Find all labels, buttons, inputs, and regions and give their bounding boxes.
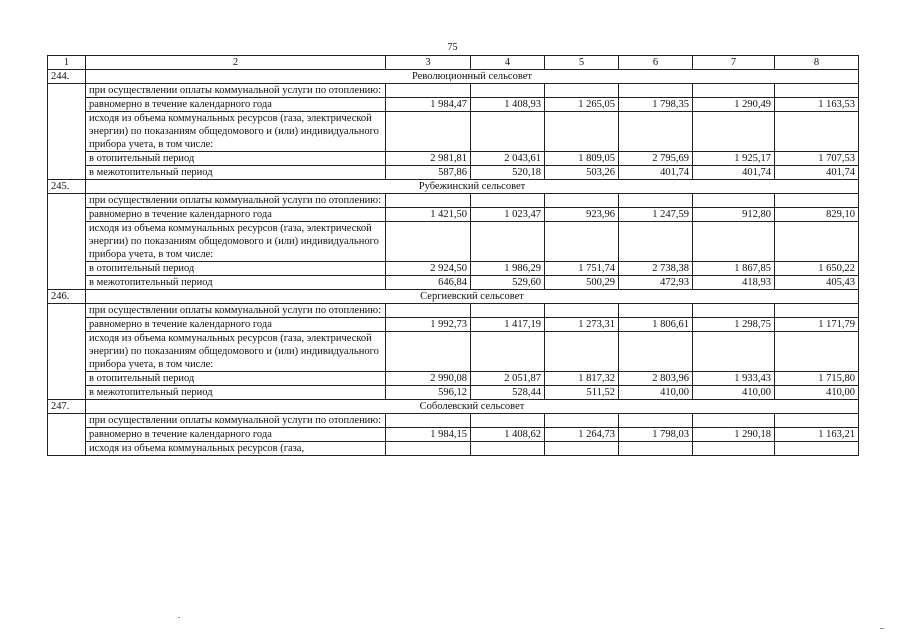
empty-cell [386, 442, 471, 456]
empty-cell [775, 442, 859, 456]
value-cell: 1 273,31 [545, 318, 619, 332]
column-header: 2 [86, 56, 386, 70]
column-header: 5 [545, 56, 619, 70]
empty-cell [619, 332, 693, 372]
heating-intro-row [48, 414, 859, 428]
section-title-row [48, 180, 859, 194]
value-cell: 410,00 [619, 386, 693, 400]
empty-cell [693, 442, 775, 456]
value-cell: 1 298,75 [693, 318, 775, 332]
empty-cell [386, 304, 471, 318]
interheating-period-label: в межотопительный период [86, 386, 386, 400]
empty-cell [545, 222, 619, 262]
empty-cell [619, 194, 693, 208]
section-title-row [48, 70, 859, 84]
empty-cell [775, 332, 859, 372]
uniform-payment-row [48, 208, 859, 222]
resource-volume-row [48, 112, 859, 152]
settlement-name: Рубежинский сельсовет [86, 180, 859, 194]
value-cell: 500,29 [545, 276, 619, 290]
value-cell: 1 817,32 [545, 372, 619, 386]
empty-cell [471, 442, 545, 456]
value-cell: 503,26 [545, 166, 619, 180]
value-cell: 1 867,85 [693, 262, 775, 276]
column-header: 1 [48, 56, 86, 70]
value-cell: 1 806,61 [619, 318, 693, 332]
empty-cell [386, 414, 471, 428]
value-cell: 912,80 [693, 208, 775, 222]
interheating-period-row [48, 386, 859, 400]
tariff-table [47, 55, 859, 456]
value-cell: 2 990,08 [386, 372, 471, 386]
empty-cell [619, 112, 693, 152]
resource-volume-text: исходя из объема коммунальных ресурсов (газа, электрической энергии) по показаниям общедомового и (или) индивидуального прибора учета, в том числе: [86, 332, 386, 372]
empty-cell [471, 222, 545, 262]
heating-period-row [48, 262, 859, 276]
empty-cell [545, 194, 619, 208]
uniform-payment-row [48, 98, 859, 112]
empty-cell [386, 332, 471, 372]
value-cell: 511,52 [545, 386, 619, 400]
value-cell: 1 986,29 [471, 262, 545, 276]
resource-volume-row [48, 222, 859, 262]
value-cell: 1 290,18 [693, 428, 775, 442]
value-cell: 1 421,50 [386, 208, 471, 222]
heating-period-label: в отопительный период [86, 152, 386, 166]
empty-cell [775, 112, 859, 152]
empty-cell [48, 194, 86, 290]
empty-cell [619, 222, 693, 262]
empty-cell [386, 84, 471, 98]
page-number: 75 [447, 42, 458, 53]
value-cell: 1 751,74 [545, 262, 619, 276]
empty-cell [48, 84, 86, 180]
value-cell: 829,10 [775, 208, 859, 222]
empty-cell [471, 304, 545, 318]
value-cell: 923,96 [545, 208, 619, 222]
heating-intro-row [48, 304, 859, 318]
heating-period-row [48, 152, 859, 166]
empty-cell [693, 304, 775, 318]
heating-period-label: в отопительный период [86, 372, 386, 386]
empty-cell [471, 414, 545, 428]
interheating-period-row [48, 276, 859, 290]
value-cell: 1 408,93 [471, 98, 545, 112]
uniform-label: равномерно в течение календарного года [86, 98, 386, 112]
value-cell: 1 715,80 [775, 372, 859, 386]
value-cell: 596,12 [386, 386, 471, 400]
heating-intro-text: при осуществлении оплаты коммунальной услуги по отоплению: [86, 304, 386, 318]
empty-cell [386, 112, 471, 152]
value-cell: 2 738,38 [619, 262, 693, 276]
value-cell: 528,44 [471, 386, 545, 400]
section-number: 245. [48, 180, 86, 194]
heating-intro-text: при осуществлении оплаты коммунальной услуги по отоплению: [86, 414, 386, 428]
value-cell: 1 798,35 [619, 98, 693, 112]
column-header: 7 [693, 56, 775, 70]
value-cell: 1 984,47 [386, 98, 471, 112]
value-cell: 1 264,73 [545, 428, 619, 442]
interheating-period-label: в межотопительный период [86, 166, 386, 180]
empty-cell [775, 84, 859, 98]
heating-intro-row [48, 84, 859, 98]
value-cell: 529,60 [471, 276, 545, 290]
empty-cell [619, 304, 693, 318]
heating-intro-row [48, 194, 859, 208]
empty-cell [471, 194, 545, 208]
section-title-row [48, 400, 859, 414]
resource-volume-text: исходя из объема коммунальных ресурсов (газа, электрической энергии) по показаниям общедомового и (или) индивидуального прибора учета, в том числе: [86, 112, 386, 152]
value-cell: 1 707,53 [775, 152, 859, 166]
value-cell: 405,43 [775, 276, 859, 290]
value-cell: 1 984,15 [386, 428, 471, 442]
uniform-payment-row [48, 428, 859, 442]
settlement-name: Сергиевский сельсовет [86, 290, 859, 304]
value-cell: 2 803,96 [619, 372, 693, 386]
value-cell: 1 925,17 [693, 152, 775, 166]
value-cell: 2 043,61 [471, 152, 545, 166]
resource-volume-text: исходя из объема коммунальных ресурсов (газа, [86, 442, 386, 456]
column-header: 8 [775, 56, 859, 70]
empty-cell [545, 112, 619, 152]
value-cell: 1 933,43 [693, 372, 775, 386]
empty-cell [48, 414, 86, 456]
empty-cell [693, 222, 775, 262]
empty-cell [775, 222, 859, 262]
empty-cell [386, 194, 471, 208]
value-cell: 1 798,03 [619, 428, 693, 442]
uniform-label: равномерно в течение календарного года [86, 428, 386, 442]
empty-cell [545, 84, 619, 98]
value-cell: 1 163,21 [775, 428, 859, 442]
value-cell: 1 171,79 [775, 318, 859, 332]
empty-cell [693, 332, 775, 372]
value-cell: 410,00 [693, 386, 775, 400]
section-number: 247. [48, 400, 86, 414]
value-cell: 1 992,73 [386, 318, 471, 332]
scan-speck [880, 628, 884, 629]
empty-cell [471, 84, 545, 98]
uniform-label: равномерно в течение календарного года [86, 208, 386, 222]
value-cell: 2 924,50 [386, 262, 471, 276]
value-cell: 401,74 [775, 166, 859, 180]
value-cell: 401,74 [693, 166, 775, 180]
column-header: 6 [619, 56, 693, 70]
empty-cell [619, 442, 693, 456]
empty-cell [471, 112, 545, 152]
value-cell: 1 408,62 [471, 428, 545, 442]
empty-cell [619, 414, 693, 428]
value-cell: 418,93 [693, 276, 775, 290]
empty-cell [471, 332, 545, 372]
resource-volume-row [48, 332, 859, 372]
uniform-label: равномерно в течение календарного года [86, 318, 386, 332]
section-number: 246. [48, 290, 86, 304]
empty-cell [775, 194, 859, 208]
heating-intro-text: при осуществлении оплаты коммунальной услуги по отоплению: [86, 84, 386, 98]
value-cell: 520,18 [471, 166, 545, 180]
section-number: 244. [48, 70, 86, 84]
empty-cell [619, 84, 693, 98]
empty-cell [545, 332, 619, 372]
column-header: 3 [386, 56, 471, 70]
value-cell: 1 247,59 [619, 208, 693, 222]
empty-cell [693, 414, 775, 428]
heating-period-label: в отопительный период [86, 262, 386, 276]
value-cell: 2 981,81 [386, 152, 471, 166]
resource-volume-row [48, 442, 859, 456]
value-cell: 1 290,49 [693, 98, 775, 112]
value-cell: 1 163,53 [775, 98, 859, 112]
empty-cell [775, 304, 859, 318]
empty-cell [775, 414, 859, 428]
value-cell: 2 051,87 [471, 372, 545, 386]
interheating-period-row [48, 166, 859, 180]
value-cell: 1 417,19 [471, 318, 545, 332]
table-body [48, 56, 859, 456]
heating-intro-text: при осуществлении оплаты коммунальной услуги по отоплению: [86, 194, 386, 208]
empty-cell [48, 304, 86, 400]
empty-cell [545, 414, 619, 428]
empty-cell [386, 222, 471, 262]
column-header: 4 [471, 56, 545, 70]
value-cell: 401,74 [619, 166, 693, 180]
value-cell: 1 265,05 [545, 98, 619, 112]
empty-cell [693, 194, 775, 208]
value-cell: 646,84 [386, 276, 471, 290]
settlement-name: Соболевский сельсовет [86, 400, 859, 414]
uniform-payment-row [48, 318, 859, 332]
scan-speck [178, 617, 180, 618]
resource-volume-text: исходя из объема коммунальных ресурсов (газа, электрической энергии) по показаниям общедомового и (или) индивидуального прибора учета, в том числе: [86, 222, 386, 262]
value-cell: 472,93 [619, 276, 693, 290]
value-cell: 410,00 [775, 386, 859, 400]
heating-period-row [48, 372, 859, 386]
empty-cell [545, 304, 619, 318]
empty-cell [693, 112, 775, 152]
value-cell: 2 795,69 [619, 152, 693, 166]
empty-cell [545, 442, 619, 456]
interheating-period-label: в межотопительный период [86, 276, 386, 290]
value-cell: 587,86 [386, 166, 471, 180]
empty-cell [693, 84, 775, 98]
column-header-row [48, 56, 859, 70]
value-cell: 1 023,47 [471, 208, 545, 222]
settlement-name: Революционный сельсовет [86, 70, 859, 84]
value-cell: 1 650,22 [775, 262, 859, 276]
section-title-row [48, 290, 859, 304]
value-cell: 1 809,05 [545, 152, 619, 166]
